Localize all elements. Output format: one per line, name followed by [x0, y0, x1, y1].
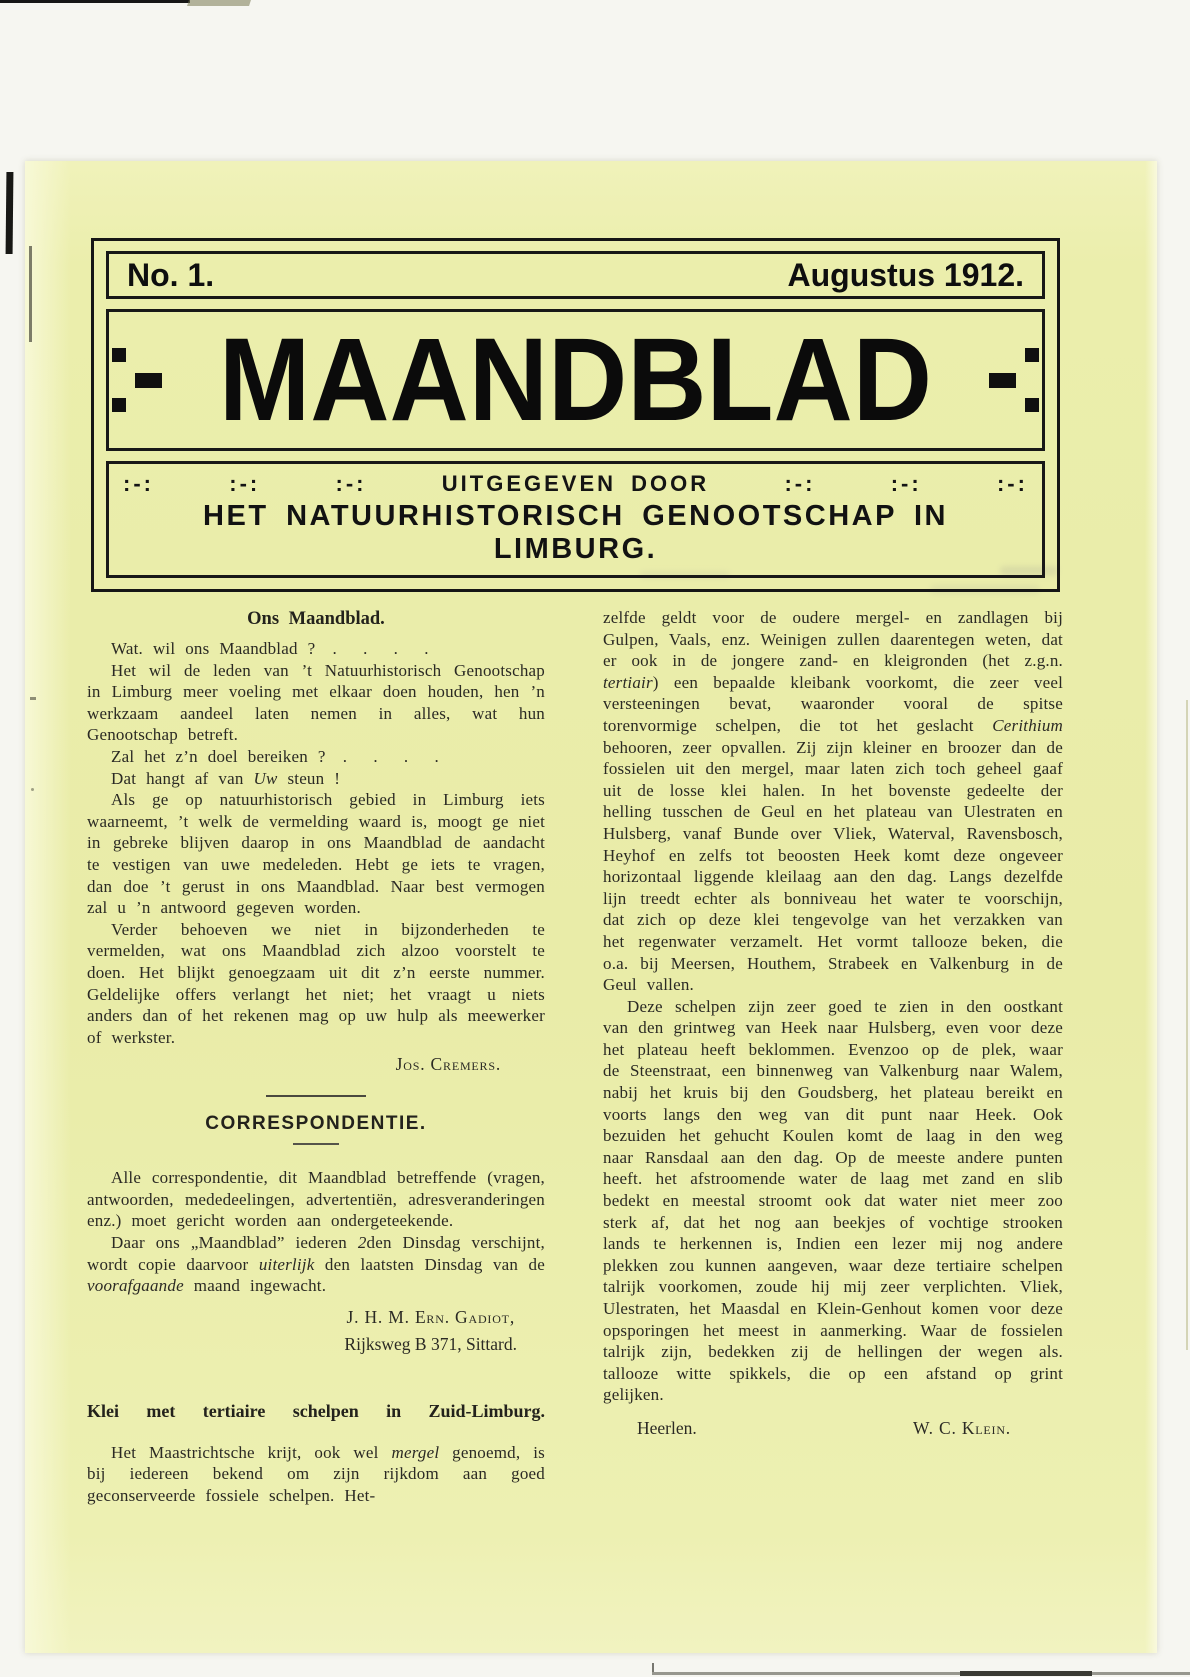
left-column	[87, 607, 545, 1507]
publisher-name: HET NATUURHISTORISCH GENOOTSCHAP IN LIMBURG.	[203, 500, 948, 565]
paper-sheet	[25, 161, 1157, 1653]
paragraph	[87, 638, 545, 660]
place-label: Heerlen.	[637, 1417, 697, 1438]
colon-dash-ornament: :-:	[784, 471, 816, 496]
scan-artifact-page-edge	[29, 246, 32, 342]
article-body-ons-maandblad	[87, 638, 545, 1048]
article-body-klei	[87, 1442, 545, 1507]
issue-box	[106, 251, 1045, 299]
publisher-line-1	[123, 471, 1028, 497]
text-segment: tertiair	[603, 672, 653, 692]
text-segment: den Dinsdag verschijnt, wordt copie daarvoor	[87, 1233, 545, 1274]
signature-gadiot-name: J. H. M. Ern. Gadiot,	[346, 1306, 515, 1327]
text-segment: Verder behoeven we niet in bijzonderheden te vermelden, wat ons Maandblad zich alzoo voorstelt te doen. Het blijkt genoegzaam uit dit z’n eerste nummer. Geldelijke offers verlangt het niet; het vraagt u niets anders dan of het rekenen mag op uw hulp als meewerker of werkster.	[87, 919, 545, 1047]
text-segment: steun !	[277, 768, 341, 788]
colon-dash-ornament: :-:	[229, 471, 261, 496]
article-footer	[603, 1406, 1063, 1439]
signature-jos-cremers: Jos. Cremers.	[395, 1054, 501, 1075]
scan-artifact-bottom-line-dark	[960, 1671, 1092, 1676]
article-heading-klei: Klei met tertiaire schelpen in Zuid-Limburg.	[87, 1400, 545, 1421]
colon-dash-ornament: :-:	[996, 471, 1028, 496]
ornament-dots	[1025, 348, 1039, 412]
publication-title: MAANDBLAD	[218, 314, 933, 446]
text-segment: Alle correspondentie, dit Maandblad betreffende (vragen, antwoorden, mededeelingen, advertentiën, adresveranderingen enz.) moet gericht worden aan ondergeteekende.	[87, 1168, 545, 1231]
section-divider	[266, 1095, 366, 1097]
text-segment: Cerithium	[992, 715, 1063, 735]
published-by-label: UITGEGEVEN DOOR	[441, 471, 710, 496]
paragraph	[87, 746, 545, 768]
masthead-frame	[91, 238, 1060, 592]
title-box	[106, 309, 1045, 451]
scan-artifact-top-smudge	[187, 0, 251, 6]
paragraph	[87, 1442, 545, 1507]
article-heading-ons-maandblad: Ons Maandblad.	[247, 609, 385, 629]
text-segment: Het wil de leden van ’t Natuurhistorisch Genootschap in Limburg meer voeling met elkaar doen houden, hen ’n werkzaam aandeel laten nemen in alles, wat hun Genootschap betreft.	[87, 660, 545, 745]
title-ornament-left	[112, 348, 162, 412]
author-signature: W. C. Klein.	[912, 1417, 1011, 1438]
text-segment: ) een bepaalde kleibank voorkomt, die zeer veel versteeningen bevat, waaronder vooral de spitse torenvormige schelpen, die tot het geslacht	[603, 672, 1063, 735]
ornament-dots	[112, 348, 126, 412]
heading-underline	[293, 1143, 339, 1145]
text-segment: Deze schelpen zijn zeer goed te zien in den oostkant van den grintweg van Heek naar Hulsberg, even voor deze het plateau heeft beklommen. Evenzoo op de plek, waar de Steenstraat, een binnenweg van Valkenburg naar Walem, nabij het kruis bij den Goudsberg, het plateau bereikt en voorts langs den weg van dit punt naar Heek. Ook bezuiden het gehucht Koulen komt de laag in den weg naar Ransdaal aan den dag. Op de meeste andere punten heeft. het afstroomende water de laag met zand en slib bedekt en meestal stroomt ook dat water niet meer zoo sterk af, dat het nog aan beekjes of vochtige strooken lands te herkennen is, Indien een lezer mij nog andere plekken zou kunnen aangeven, waar deze tertiaire schelpen talrijk voorkomen, zoude hij mij zeer verplichten. Vliek, Ulestraten, het Maasdal en Klein-Genhout komen voor deze opsporingen het meest in aanmerking. Waar de fossielen talrijk zijn, bedekken zij de hellingen der wegen als. tallooze witte spikkels, die op een afstand op grint gelijken.	[603, 996, 1063, 1405]
colon-dash-ornament: :-:	[890, 471, 922, 496]
paragraph	[87, 1167, 545, 1232]
scan-artifact-bottom-tick	[652, 1663, 654, 1672]
right-column	[603, 607, 1063, 1507]
publisher-box	[106, 461, 1045, 578]
text-segment: Het Maastrichtsche krijt, ook wel	[111, 1442, 392, 1462]
text-segment: mergel	[391, 1442, 440, 1462]
article-heading-correspondentie: CORRESPONDENTIE.	[205, 1113, 427, 1135]
body-columns	[87, 607, 1063, 1507]
title-ornament-right	[989, 348, 1039, 412]
scan-artifact-bottom-line	[652, 1672, 1190, 1675]
scan-artifact-left-bar	[6, 172, 14, 254]
paragraph	[87, 919, 545, 1049]
text-segment: maand ingewacht.	[183, 1276, 327, 1296]
text-segment: behooren, zeer opvallen. Zij zijn kleiner en broozer dan de fossielen uit den mergel, maar laten zich toch geheel gaaf uit de losse klei halen. In het bovenste gedeelte der helling tusschen de Geul en het plateau van Ulestraten en Hulsberg, vanaf Bunde over Vliek, Waterval, Ravensbosch, Heyhof en zelfs tot beoosten Heek komt deze ongeveer horizontaal liggende kleilaag aan den dag. Langs dezelfde lijn treedt echter als bonniveau het water te voorschijn, dat zich op deze klei tengevolge van het verzakken van het regenwater verzamelt. Het vormt tallooze beken, die o.a. bij Meersen, Houthem, Strabeek en Valkenburg in de Geul vallen.	[603, 737, 1063, 995]
text-segment: zelfde geldt voor de oudere mergel- en zandlagen bij Gulpen, Vaals, enz. Weinigen zullen daarentegen weten, dat er ook in de jongere zand- en kleigronden (het z.g.n.	[603, 608, 1063, 671]
ornament-dash	[989, 373, 1016, 388]
paragraph	[603, 607, 1063, 996]
issue-date: Augustus 1912.	[787, 256, 1024, 293]
issue-number: No. 1.	[127, 256, 215, 293]
colon-dash-ornament: :-:	[335, 471, 367, 496]
text-segment: 2	[357, 1233, 367, 1253]
paragraph	[87, 768, 545, 790]
text-segment: Als ge op natuurhistorisch gebied in Limburg iets waarneemt, ’t welk de vermelding waard is, moogt ge niet in gebreke blijven daarop in ons Maandblad de aandacht te vestigen van uwe medeleden. Hebt ge iets te vragen, dan doe ’t gerust in ons Maandblad. Naar best vermogen zal u ’n antwoord gegeven worden.	[87, 790, 545, 918]
right-column-body	[603, 607, 1063, 1406]
text-segment: voorafgaande	[87, 1276, 184, 1296]
text-segment: Dat hangt af van	[111, 768, 254, 788]
text-segment: genoemd, is bij iedereen bekend om zijn rijkdom aan goed geconserveerde fossiele schelpen. Het-	[87, 1442, 545, 1506]
ornament-dash	[135, 373, 162, 388]
colon-dash-ornament: :-:	[123, 471, 154, 496]
paragraph	[603, 996, 1063, 1406]
scan-artifact-speck	[30, 697, 36, 700]
scan-artifact-right-edge-line	[1186, 700, 1188, 1350]
text-segment: Uw	[253, 768, 278, 788]
article-body-correspondentie	[87, 1167, 545, 1297]
text-segment: uiterlijk	[258, 1254, 315, 1274]
text-segment: Zal het z’n doel bereiken ? . . . .	[111, 746, 439, 766]
paragraph	[87, 1232, 545, 1297]
paragraph	[87, 789, 545, 919]
scan-artifact-top-line	[0, 0, 190, 3]
paragraph	[87, 660, 545, 746]
text-segment: Daar ons „Maandblad” iederen	[111, 1233, 358, 1253]
scan-artifact-speck	[31, 788, 34, 791]
signature-gadiot-address: Rijksweg B 371, Sittard.	[344, 1333, 517, 1354]
text-segment: den laatsten Dinsdag van de	[314, 1254, 545, 1274]
text-segment: Wat. wil ons Maandblad ? . . . .	[111, 639, 429, 658]
